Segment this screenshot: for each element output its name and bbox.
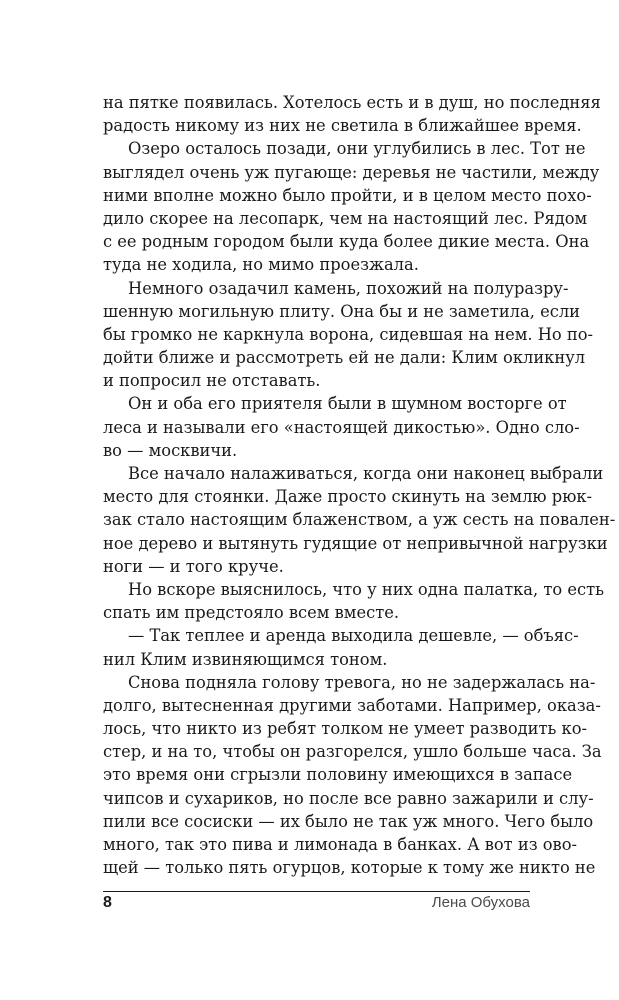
text-line: радость никому из них не светила в ближайшее время. (103, 116, 582, 136)
text-line: выглядел очень уж пугающе: деревья не частили, между (103, 162, 600, 182)
text-line: нил Клим извиняющимся тоном. (103, 649, 388, 669)
text-line: стер, и на то, чтобы он разгорелся, ушло больше часа. За (103, 742, 602, 762)
text-line: ними вполне можно было пройти, и в целом место похо- (103, 185, 592, 205)
text-line: — Так теплее и аренда выходила дешевле, — объяс- (128, 626, 579, 646)
text-line: ное дерево и вытянуть гудящие от непривычной нагрузки (103, 533, 608, 553)
footer-divider (103, 891, 530, 892)
text-line: ноги — и того круче. (103, 556, 284, 576)
text-line: щей — только пять огурцов, которые к тому же никто не (103, 858, 596, 878)
text-line: место для стоянки. Даже просто скинуть на землю рюк- (103, 487, 593, 507)
text-line: во — москвичи. (103, 440, 238, 460)
page-number: 8 (103, 894, 112, 911)
text-line: леса и называли его «настоящей дикостью». Одно сло- (103, 417, 580, 437)
text-line: Снова подняла голову тревога, но не задержалась на- (128, 672, 596, 692)
text-line: долго, вытесненная другими заботами. Например, оказа- (103, 695, 601, 715)
text-line: дило скорее на лесопарк, чем на настоящий лес. Рядом (103, 208, 588, 228)
text-line: лось, что никто из ребят толком не умеет разводить ко- (103, 719, 588, 739)
text-line: бы громко не каркнула ворона, сидевшая на нем. Но по- (103, 324, 594, 344)
text-line: с ее родным городом были куда более дикие места. Она (103, 232, 590, 252)
text-line: Немного озадачил камень, похожий на полуразру- (128, 278, 569, 298)
text-line: Озеро осталось позади, они углубились в лес. Тот не (128, 139, 586, 159)
text-line: дойти ближе и рассмотреть ей не дали: Клим окликнул (103, 348, 586, 368)
running-footer-author: Лена Обухова (431, 894, 530, 911)
text-line: это время они сгрызли половину имеющихся в запасе (103, 765, 573, 785)
text-line: и попросил не отставать. (103, 371, 321, 391)
text-line: пили все сосиски — их было не так уж много. Чего было (103, 811, 594, 831)
text-line: чипсов и сухариков, но после все равно зажарили и слу- (103, 788, 594, 808)
text-line: спать им предстояло всем вместе. (103, 603, 400, 623)
text-line: шенную могильную плиту. Она бы и не заметила, если (103, 301, 581, 321)
text-line: Все начало налаживаться, когда они наконец выбрали (128, 464, 604, 483)
text-line: на пятке появилась. Хотелось есть и в душ, но последняя (103, 93, 601, 112)
text-line: туда не ходила, но мимо проезжала. (103, 255, 419, 275)
text-line: зак стало настоящим блаженством, а уж сесть на повален- (103, 510, 616, 530)
text-line: Но вскоре выяснилось, что у них одна палатка, то есть (128, 579, 604, 599)
body-text (103, 91, 616, 879)
text-line: Он и оба его приятеля были в шумном восторге от (128, 394, 567, 414)
text-line: много, так это пива и лимонада в банках. А вот из ово- (103, 835, 578, 854)
